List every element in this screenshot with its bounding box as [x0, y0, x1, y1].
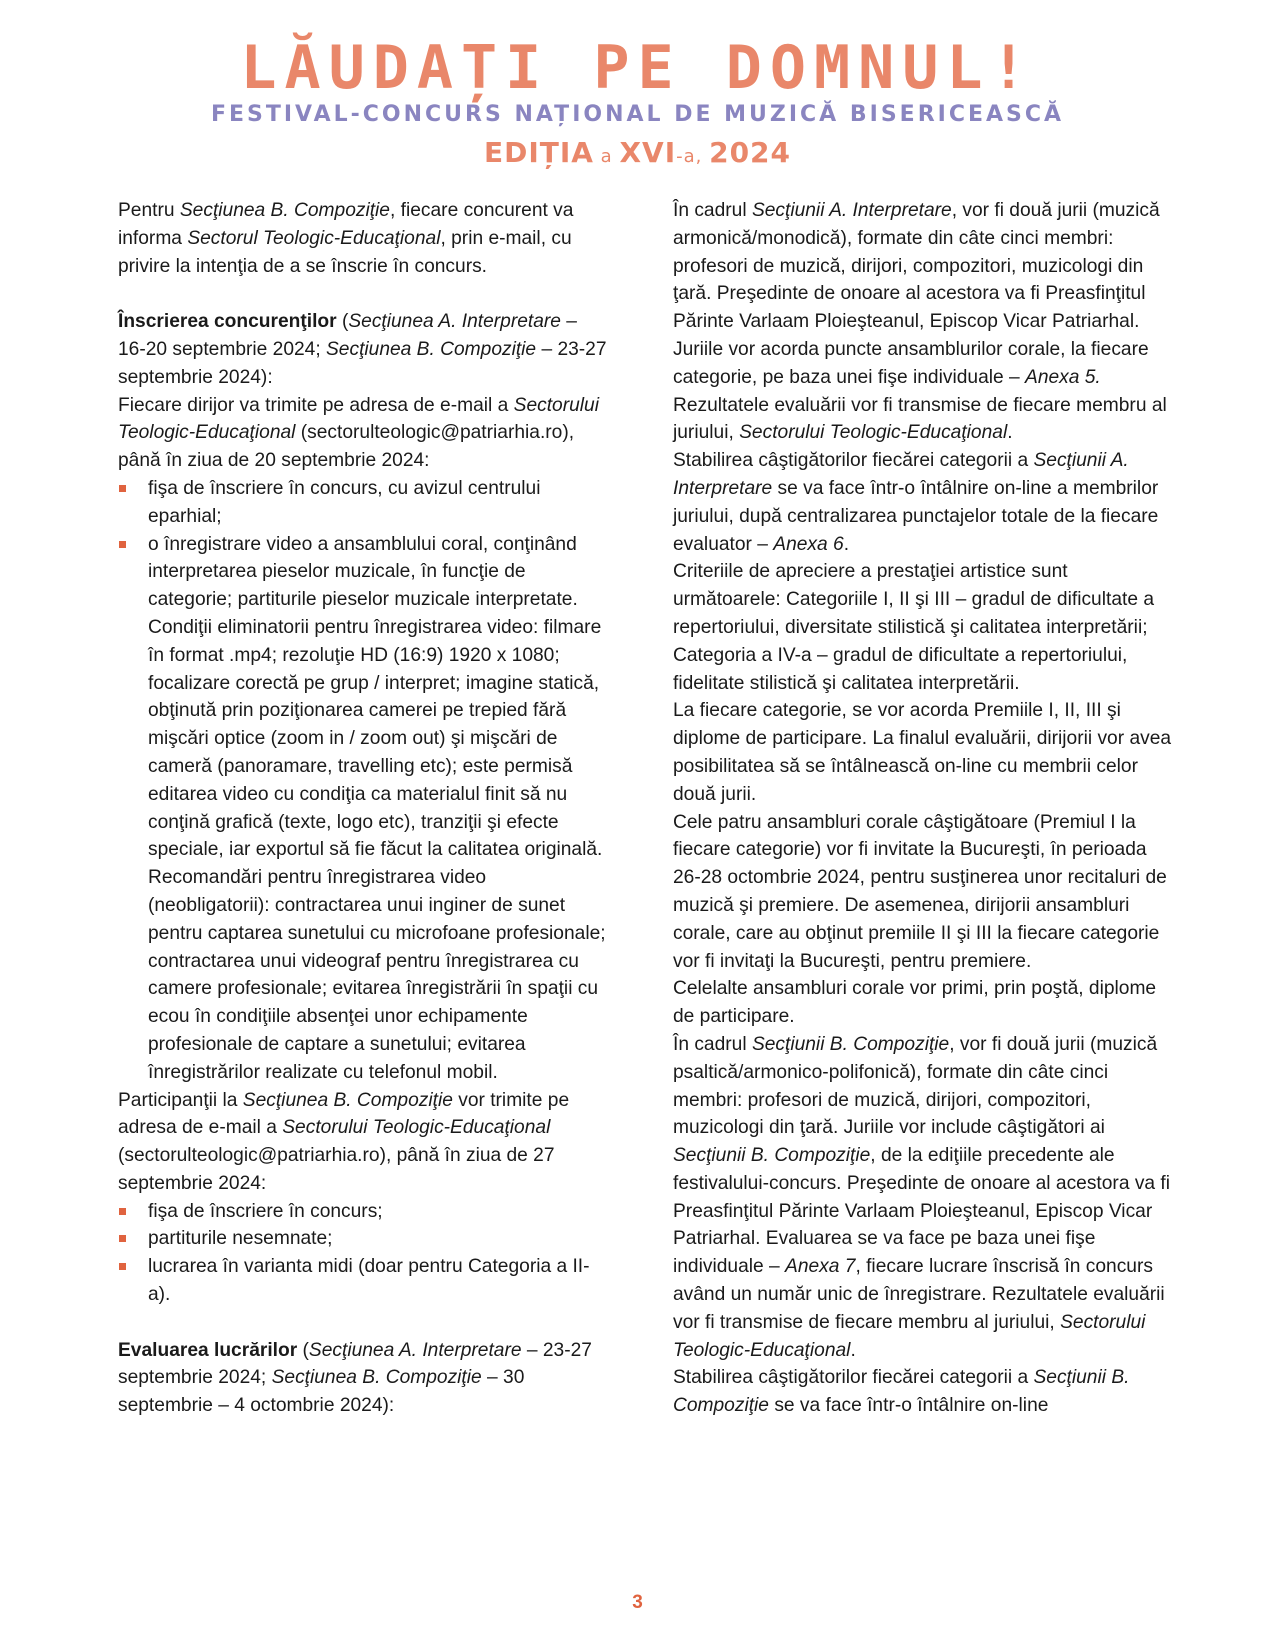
paragraph-section-b-email: Participanţii la Secţiunea B. Compoziţie vor trimite pe adresa de e-mail a Sectorului Teologic-Educaţional (sectorulteologic@patriarhia.ro), până în ziua de 27 septembrie 2024:	[118, 1089, 570, 1194]
paragraph-winning-ensembles: Cele patru ansambluri corale câştigătoare (Premiul I la fiecare categorie) vor fi invitate la Bucureşti, în perioada 26-28 octombrie 2024, pentru susţinerea unor recitaluri de muzică şi premiere. De asemenea, dirijorii ansambluri corale, care au obţinut premiile II şi III la fiecare categorie vor fi invitaţi la Bucureşti, pentru premiere.	[673, 811, 1167, 972]
list-item: fişa de înscriere în concurs;	[118, 1198, 608, 1226]
paragraph-evaluation: Evaluarea lucrărilor (Secţiunea A. Interpretare – 23-27 septembrie 2024; Secţiunea B. Compoziţie – 30 septembrie – 4 octombrie 2024):	[118, 1339, 592, 1417]
section-a-requirements-list	[118, 475, 608, 1087]
paragraph-registration: Înscrierea concurenţilor (Secţiunea A. Interpretare – 16-20 septembrie 2024; Secţiunea B. Compoziţie – 23-27 septembrie 2024):	[118, 311, 607, 388]
paragraph-section-a-jury: În cadrul Secţiunii A. Interpretare, vor fi două jurii (muzică armonică/monodică), formate din câte cinci membri: profesori de muzică, dirijori, compozitori, muzicologi din ţară. Preşedinte de onoare al acestora va fi Preasfinţitul Părinte Varlaam Ploieşteanul, Episcop Vicar Patriarhal. Juriile vor acorda puncte ansamblurilor corale, la fiecare categorie, pe baza unei fişe individuale – Anexa 5.	[673, 200, 1160, 388]
list-item: lucrarea în varianta midi (doar pentru Categoria a II-a).	[118, 1253, 608, 1309]
list-item: partiturile nesemnate;	[118, 1225, 608, 1253]
festival-subtitle: FESTIVAL-CONCURS NAȚIONAL DE MUZICĂ BISERICEASCĂ	[210, 102, 1065, 127]
paragraph-criteria: Criteriile de apreciere a prestaţiei artistice sunt următoarele: Categoriile I, II şi III – gradul de dificultate a repertoriului, diversitate stilistică şi calitatea interpretării; Categoria a IV-a – gradul de dificultate a repertoriului, fidelitate stilistică şi calitatea interpretării.	[673, 561, 1154, 694]
paragraph-other-ensembles: Celelalte ansambluri corale vor primi, prin poştă, diplome de participare.	[673, 978, 1157, 1028]
page-number: 3	[632, 1592, 643, 1613]
festival-title: LĂUDAȚI PE DOMNUL!	[240, 33, 1035, 103]
list-item: o înregistrare video a ansamblului coral, conţinând interpretarea pieselor muzicale, în funcţie de categorie; partiturile pieselor muzicale interpretate. Condiţii eliminatorii pentru înregistrarea video: filmare în format .mp4; rezoluţie HD (16:9) 1920 x 1080; focalizare corectă pe grup / interpret; imagine statică, obţinută prin poziţionarea camerei pe trepied fără mişcări optice (zoom in / zoom out) şi mişcări de cameră (panoramare, travelling etc); este permisă editarea video cu condiţia ca materialul finit să nu conţină grafică (texte, logo etc), tranziţii şi efecte speciale, iar exportul să fie făcut la calitatea originală. Recomandări pentru înregistrarea video (neobligatorii): contractarea unui inginer de sunet pentru captarea sunetului cu microfoane profesionale; contractarea unui videograf pentru înregistrarea cu camere profesionale; evitarea înregistrării în spaţii cu ecou în condiţiile absenţei unor echipamente profesionale de captare a sunetului; evitarea înregistrărilor realizate cu telefonul mobil.	[118, 531, 608, 1087]
section-b-requirements-list	[118, 1198, 608, 1309]
list-item: fişa de înscriere în concurs, cu avizul centrului eparhial;	[118, 475, 608, 531]
right-column	[673, 197, 1173, 1420]
paragraph-section-b-jury: În cadrul Secţiunii B. Compoziţie, vor fi două jurii (muzică psaltică/armonico-polifonică), formate din câte cinci membri: profesori de muzică, dirijori, compozitori, muzicologi din ţară. Juriile vor include câştigători ai Secţiunii B. Compoziţie, de la ediţiile precedente ale festivalului-concurs. Preşedinte de onoare al acestora va fi Preasfinţitul Părinte Varlaam Ploieşteanul, Episcop Vicar Patriarhal. Evaluarea se va face pe baza unei fişe individuale – Anexa 7, fiecare lucrare înscrisă în concurs având un număr unic de înregistrare. Rezultatele evaluării vor fi transmise de fiecare membru al juriului, Sectorului Teologic-Educaţional.	[673, 1033, 1171, 1361]
left-column	[118, 197, 608, 1420]
paragraph-prizes: La fiecare categorie, se vor acorda Premiile I, II, III şi diplome de participare. La finalul evaluării, dirijorii vor avea posibilitatea să se întâlnească on-line cu membrii celor două jurii.	[673, 700, 1172, 805]
festival-edition: EDIȚIA a XVI-a, 2024	[483, 136, 792, 169]
paragraph-section-a-winners: Stabilirea câştigătorilor fiecărei categorii a Secţiunii A. Interpretare se va face într-o întâlnire on-line a membrilor juriului, după centralizarea punctajelor totale de la fiecare evaluator – Anexa 6.	[673, 450, 1159, 555]
paragraph-conductor-email: Fiecare dirijor va trimite pe adresa de e-mail a Sectorului Teologic-Educaţional (sectorulteologic@patriarhia.ro), până în ziua de 20 septembrie 2024:	[118, 394, 599, 472]
paragraph-section-b-winners: Stabilirea câştigătorilor fiecărei categorii a Secţiunii B. Compoziţie se va face într-o întâlnire on-line	[673, 1367, 1130, 1417]
paragraph-intro: Pentru Secţiunea B. Compoziţie, fiecare concurent va informa Sectorul Teologic-Educaţional, prin e-mail, cu privire la intenţia de a se înscrie în concurs.	[118, 200, 574, 277]
festival-header	[0, 0, 1275, 178]
paragraph-results-transmission: Rezultatele evaluării vor fi transmise de fiecare membru al juriului, Sectorului Teologic-Educaţional.	[673, 394, 1167, 444]
